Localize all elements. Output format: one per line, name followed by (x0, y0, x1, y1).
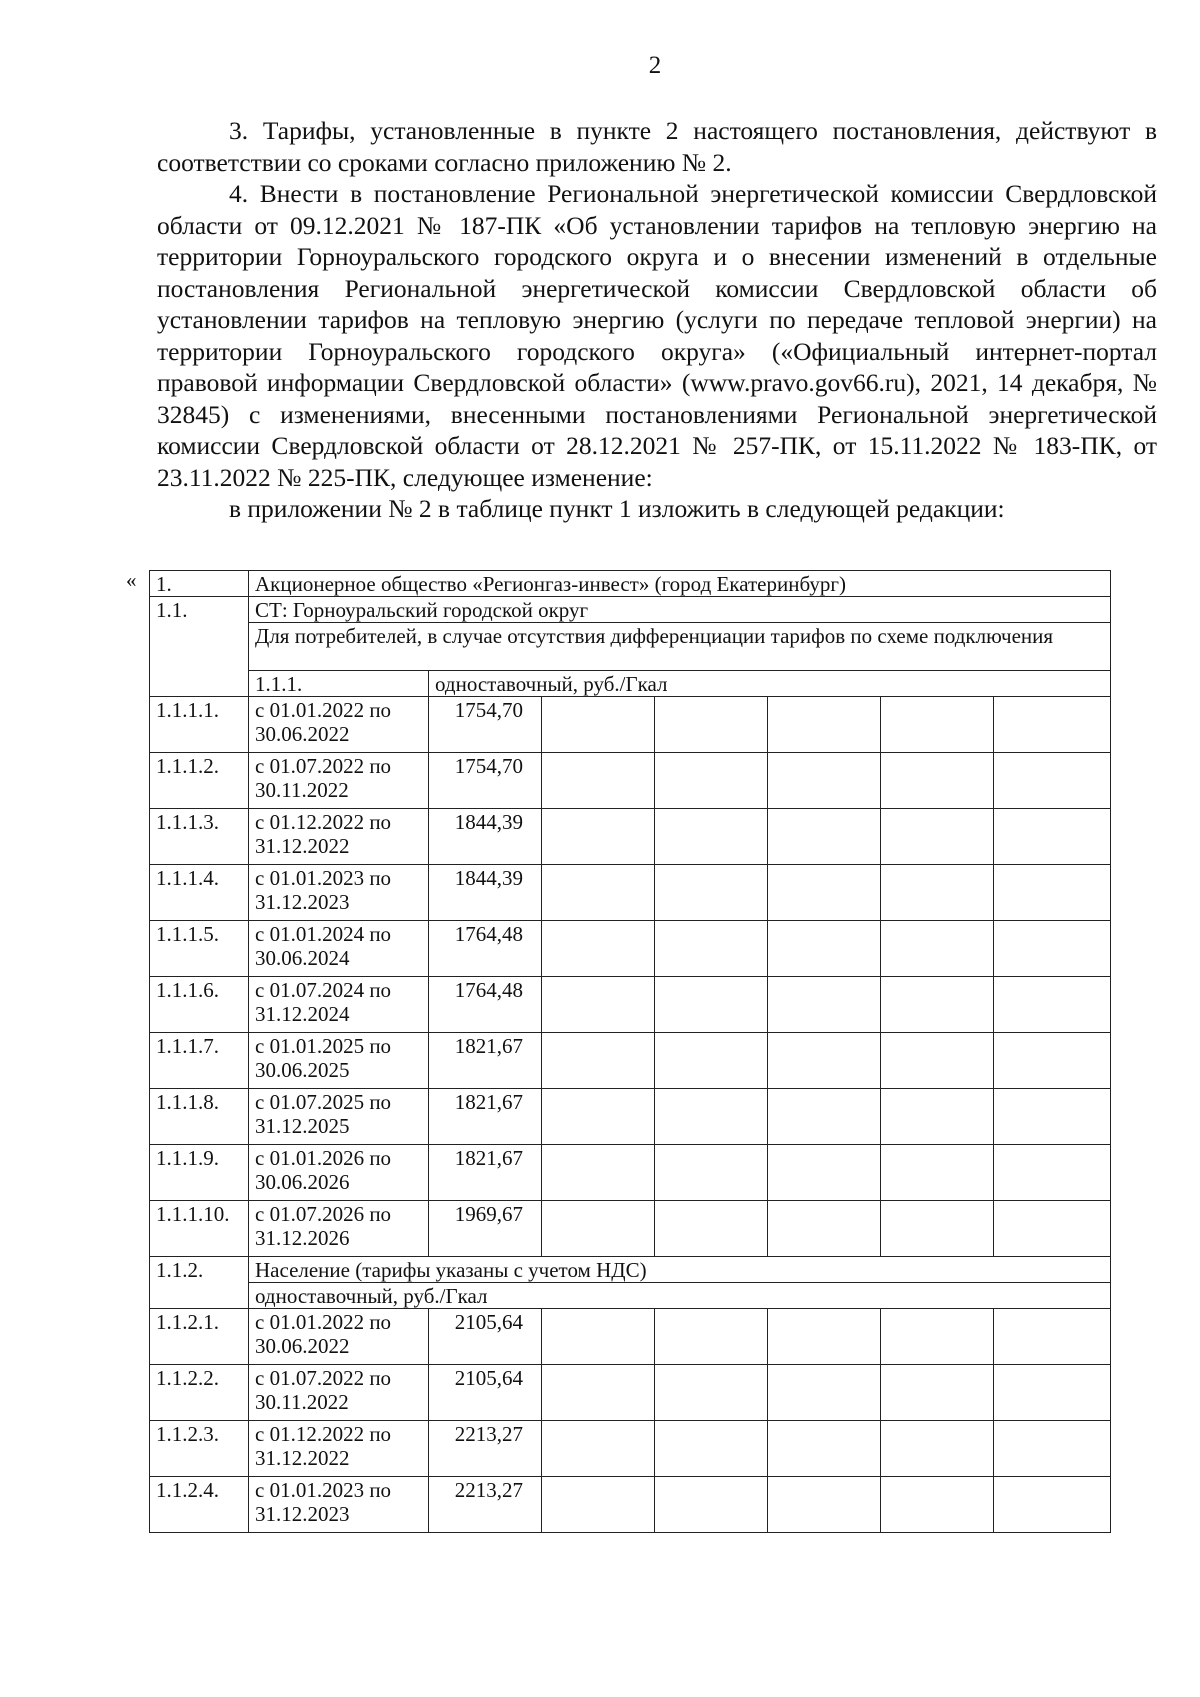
empty-cell (768, 1421, 881, 1477)
section-number: 1.1. (150, 597, 249, 697)
row-period: с 01.01.2022 по 30.06.2022 (249, 697, 429, 753)
empty-cell (655, 921, 768, 977)
row-value: 1821,67 (429, 1145, 542, 1201)
row-number: 1.1.1.9. (150, 1145, 249, 1201)
row-number: 1.1.1.1. (150, 697, 249, 753)
empty-cell (768, 1201, 881, 1257)
empty-cell (542, 1033, 655, 1089)
empty-cell (994, 1089, 1111, 1145)
row-number: 1.1.1.4. (150, 865, 249, 921)
empty-cell (994, 1145, 1111, 1201)
empty-cell (542, 809, 655, 865)
row-value: 1764,48 (429, 977, 542, 1033)
empty-cell (881, 1309, 994, 1365)
empty-cell (768, 809, 881, 865)
tariff-row (150, 1145, 1111, 1201)
row-period: с 01.01.2023 по 31.12.2023 (249, 865, 429, 921)
empty-cell (881, 697, 994, 753)
empty-cell (994, 1421, 1111, 1477)
empty-cell (881, 753, 994, 809)
empty-cell (542, 1089, 655, 1145)
row-value: 1844,39 (429, 865, 542, 921)
empty-cell (994, 809, 1111, 865)
org-row (150, 571, 1111, 597)
empty-cell (768, 697, 881, 753)
paragraph-4: 4. Внести в постановление Региональной энергетической комиссии Свердловской области от 09.12.2021 № 187-ПК «Об установлении тарифов на тепловую энергию на территории Горноуральского городского округа и о внесении изменений в отдельные постановления Региональной энергетической комиссии Свердловской области об установлении тарифов на тепловую энергию (услуги по передаче тепловой энергии) на территории Горноуральского городского округа» («Официальный интернет-портал правовой информации Свердловской области» (www.pravo.gov66.ru), 2021, 14 декабря, № 32845) с изменениями, внесенными постановлениями Региональной энергетической комиссии Свердловской области от 28.12.2021 № 257-ПК, от 15.11.2022 № 183-ПК, от 23.11.2022 № 225-ПК, следующее изменение: (157, 179, 1157, 492)
row-number: 1.1.2.2. (150, 1365, 249, 1421)
empty-cell (542, 1421, 655, 1477)
empty-cell (994, 753, 1111, 809)
empty-cell (542, 697, 655, 753)
empty-cell (994, 1477, 1111, 1533)
tariff-row (150, 1477, 1111, 1533)
row-period: с 01.01.2022 по 30.06.2022 (249, 1309, 429, 1365)
empty-cell (655, 865, 768, 921)
empty-cell (768, 1309, 881, 1365)
row-value: 1821,67 (429, 1033, 542, 1089)
tariff-row (150, 865, 1111, 921)
empty-cell (768, 921, 881, 977)
sub2-label: Население (тарифы указаны с учетом НДС) (249, 1257, 1111, 1283)
tariff-row (150, 921, 1111, 977)
empty-cell (655, 1365, 768, 1421)
row-period: с 01.07.2025 по 31.12.2025 (249, 1089, 429, 1145)
empty-cell (768, 865, 881, 921)
tariff-row (150, 1033, 1111, 1089)
empty-cell (994, 697, 1111, 753)
empty-cell (994, 1033, 1111, 1089)
row-value: 1754,70 (429, 697, 542, 753)
sub2-rate-row (150, 1283, 1111, 1309)
row-value: 1969,67 (429, 1201, 542, 1257)
tariff-row (150, 809, 1111, 865)
empty-cell (994, 1201, 1111, 1257)
empty-cell (542, 753, 655, 809)
empty-cell (881, 865, 994, 921)
row-period: с 01.01.2026 по 30.06.2026 (249, 1145, 429, 1201)
empty-cell (994, 865, 1111, 921)
row-period: с 01.01.2024 по 30.06.2024 (249, 921, 429, 977)
row-value: 2105,64 (429, 1365, 542, 1421)
sub2-rate: одноставочный, руб./Гкал (249, 1283, 1111, 1309)
empty-cell (881, 809, 994, 865)
consumers-row (150, 623, 1111, 671)
row-period: с 01.07.2022 по 30.11.2022 (249, 753, 429, 809)
row-number: 1.1.1.8. (150, 1089, 249, 1145)
empty-cell (655, 1421, 768, 1477)
empty-cell (542, 921, 655, 977)
row-period: с 01.07.2026 по 31.12.2026 (249, 1201, 429, 1257)
empty-cell (655, 1089, 768, 1145)
sub1-label: одноставочный, руб./Гкал (429, 671, 1111, 697)
empty-cell (655, 809, 768, 865)
empty-cell (655, 1033, 768, 1089)
row-period: с 01.01.2025 по 30.06.2025 (249, 1033, 429, 1089)
empty-cell (655, 1309, 768, 1365)
row-period: с 01.07.2024 по 31.12.2024 (249, 977, 429, 1033)
row-period: с 01.12.2022 по 31.12.2022 (249, 809, 429, 865)
empty-cell (881, 1089, 994, 1145)
body-text (157, 115, 1157, 525)
row-number: 1.1.2.4. (150, 1477, 249, 1533)
row-number: 1.1.1.2. (150, 753, 249, 809)
empty-cell (542, 1477, 655, 1533)
tariff-row (150, 697, 1111, 753)
empty-cell (881, 1145, 994, 1201)
row-number: 1.1.1.10. (150, 1201, 249, 1257)
tariff-row (150, 1309, 1111, 1365)
empty-cell (768, 1365, 881, 1421)
tariff-row (150, 1089, 1111, 1145)
empty-cell (655, 697, 768, 753)
empty-cell (542, 1309, 655, 1365)
tariff-row (150, 753, 1111, 809)
row-number: 1.1.2.3. (150, 1421, 249, 1477)
empty-cell (881, 1365, 994, 1421)
empty-cell (655, 753, 768, 809)
row-period: с 01.07.2022 по 30.11.2022 (249, 1365, 429, 1421)
empty-cell (881, 921, 994, 977)
row-number: 1.1.2.1. (150, 1309, 249, 1365)
empty-cell (994, 1309, 1111, 1365)
sub2-number: 1.1.2. (150, 1257, 249, 1309)
empty-cell (881, 1421, 994, 1477)
tariff-table (149, 570, 1111, 1533)
empty-cell (655, 977, 768, 1033)
empty-cell (994, 921, 1111, 977)
empty-cell (655, 1145, 768, 1201)
empty-cell (994, 1365, 1111, 1421)
row-number: 1.1.1.7. (150, 1033, 249, 1089)
page-number: 2 (648, 52, 662, 79)
row-value: 1754,70 (429, 753, 542, 809)
empty-cell (768, 977, 881, 1033)
tariff-row (150, 1365, 1111, 1421)
sub1-number: 1.1.1. (249, 671, 429, 697)
sub2-header-row (150, 1257, 1111, 1283)
paragraph-5: в приложении № 2 в таблице пункт 1 изложить в следующей редакции: (229, 494, 1005, 523)
row-number: 1.1.1.3. (150, 809, 249, 865)
empty-cell (881, 977, 994, 1033)
opening-quote: « (126, 568, 137, 592)
row-period: с 01.12.2022 по 31.12.2022 (249, 1421, 429, 1477)
tariff-row (150, 1201, 1111, 1257)
empty-cell (655, 1201, 768, 1257)
empty-cell (542, 1365, 655, 1421)
empty-cell (881, 1033, 994, 1089)
empty-cell (542, 865, 655, 921)
empty-cell (881, 1201, 994, 1257)
empty-cell (768, 753, 881, 809)
org-number: 1. (150, 571, 249, 597)
tariff-row (150, 1421, 1111, 1477)
row-value: 1764,48 (429, 921, 542, 977)
empty-cell (768, 1477, 881, 1533)
system-name: СТ: Горноуральский городской округ (249, 597, 1111, 623)
paragraph-3: 3. Тарифы, установленные в пункте 2 настоящего постановления, действуют в соответствии со сроками согласно приложению № 2. (157, 116, 1157, 177)
row-value: 2213,27 (429, 1477, 542, 1533)
row-number: 1.1.1.5. (150, 921, 249, 977)
row-number: 1.1.1.6. (150, 977, 249, 1033)
empty-cell (994, 977, 1111, 1033)
org-name: Акционерное общество «Регионгаз-инвест» (город Екатеринбург) (249, 571, 1111, 597)
empty-cell (768, 1033, 881, 1089)
system-row (150, 597, 1111, 623)
empty-cell (542, 1145, 655, 1201)
empty-cell (542, 1201, 655, 1257)
tariff-row (150, 977, 1111, 1033)
row-period: с 01.01.2023 по 31.12.2023 (249, 1477, 429, 1533)
row-value: 2213,27 (429, 1421, 542, 1477)
empty-cell (881, 1477, 994, 1533)
empty-cell (768, 1089, 881, 1145)
consumers-label: Для потребителей, в случае отсутствия дифференциации тарифов по схеме подключения (249, 623, 1111, 671)
row-value: 2105,64 (429, 1309, 542, 1365)
empty-cell (542, 977, 655, 1033)
empty-cell (768, 1145, 881, 1201)
row-value: 1844,39 (429, 809, 542, 865)
sub1-header-row (150, 671, 1111, 697)
empty-cell (655, 1477, 768, 1533)
row-value: 1821,67 (429, 1089, 542, 1145)
